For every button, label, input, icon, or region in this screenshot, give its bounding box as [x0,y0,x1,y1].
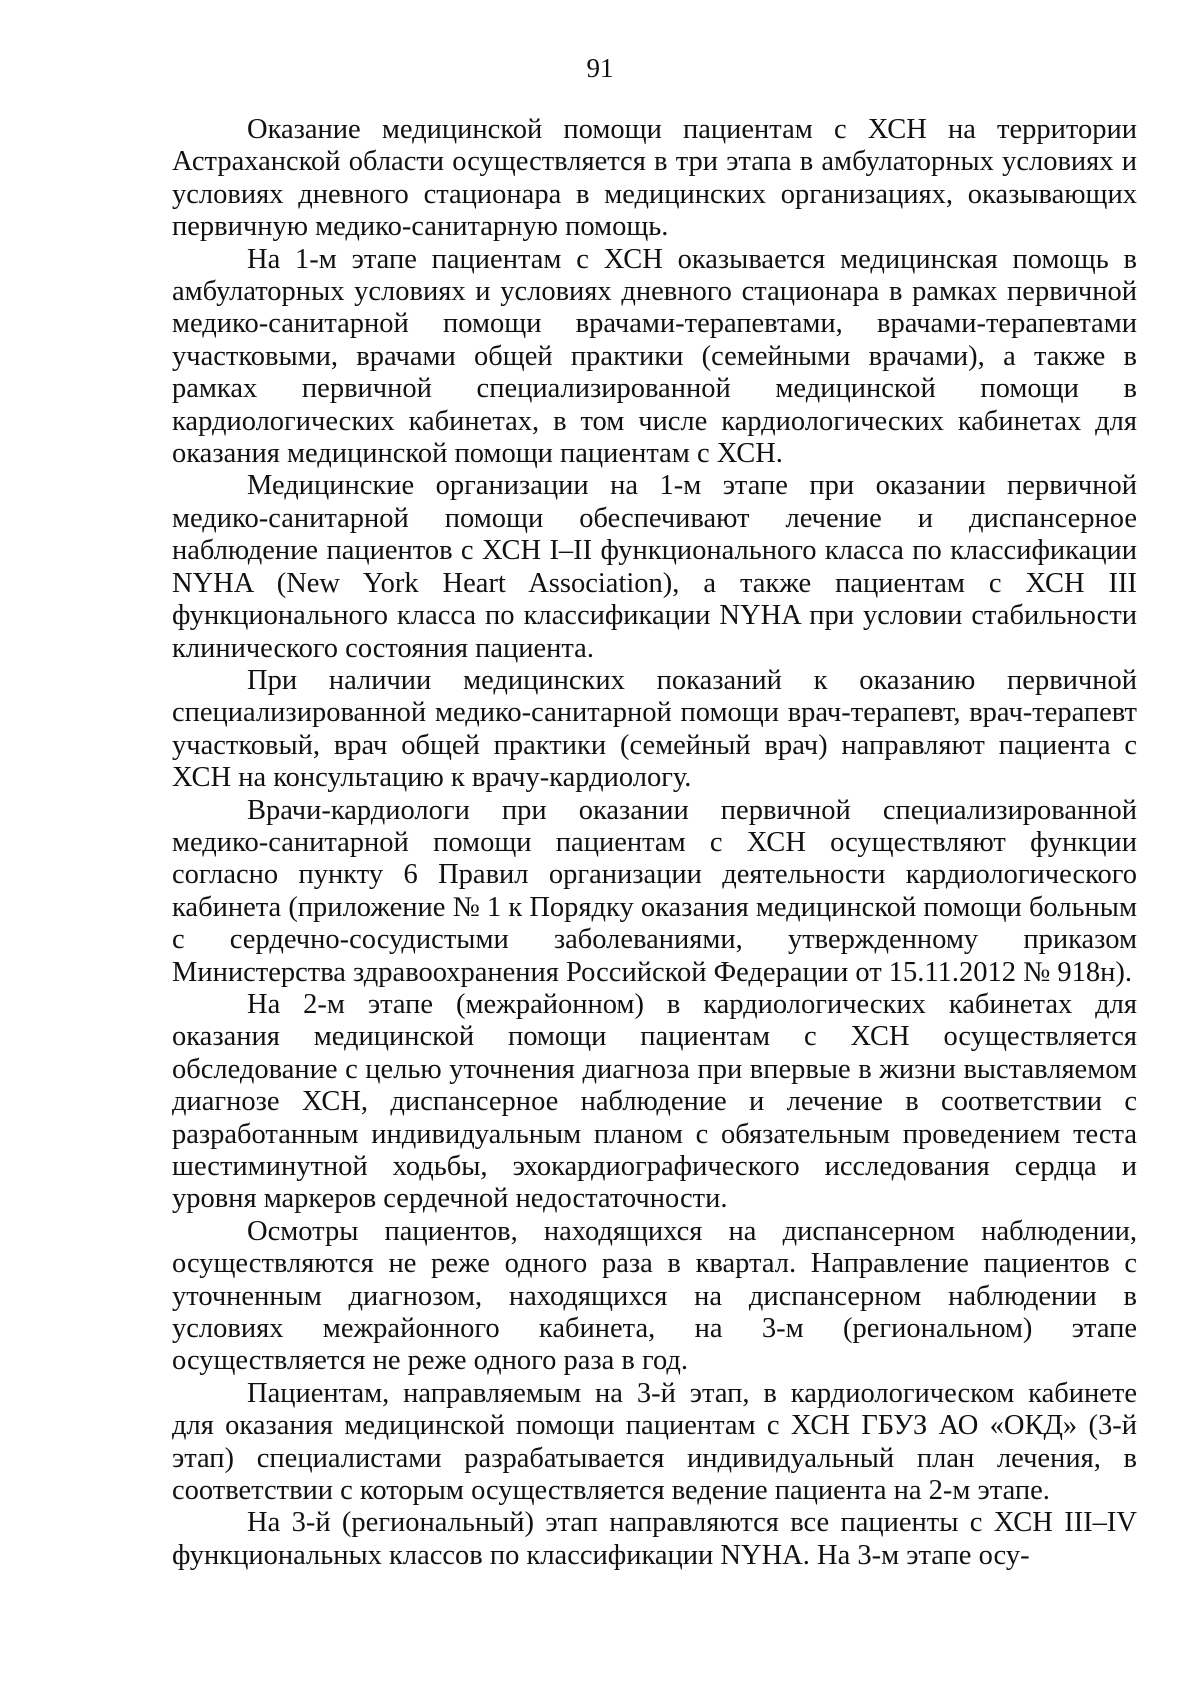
paragraph: На 3-й (региональный) этап направляются все пациенты с ХСН III–IV функциональных классов по классификации NYHA. На 3-м этапе осу- [172,1507,1137,1571]
paragraph: При наличии медицинских показаний к оказанию первичной специализированной медико-санитарной помощи врач-терапевт, врач-терапевт участковый, врач общей практики (семейный врач) направляют пациента с ХСН на консультацию к врачу-кардиологу. [172,664,1137,794]
page-number: 91 [586,53,614,83]
paragraph: Пациентам, направляемым на 3-й этап, в кардиологическом кабинете для оказания медицинской помощи пациентам с ХСН ГБУЗ АО «ОКД» (3-й этап) специалистами разрабатывается индивидуальный план лечения, в соответствии с которым осуществляется ведение пациента на 2-м этапе. [172,1377,1137,1507]
paragraph: Медицинские организации на 1-м этапе при оказании первичной медико-санитарной помощи обеспечивают лечение и диспансерное наблюдение пациентов с ХСН I–II функционального класса по классификации NYHA (New York Heart Association), а также пациентам с ХСН III функционального класса по классификации NYHA при условии стабильности клинического состояния пациента. [172,470,1137,664]
paragraph: Оказание медицинской помощи пациентам с ХСН на территории Астраханской области осуществляется в три этапа в амбулаторных условиях и условиях дневного стационара в медицинских организациях, оказывающих первичную медико-санитарную помощь. [172,114,1137,243]
paragraph: На 2-м этапе (межрайонном) в кардиологических кабинетах для оказания медицинской помощи пациентам с ХСН осуществляется обследование с целью уточнения диагноза при впервые в жизни выставляемом диагнозе ХСН, диспансерное наблюдение и лечение в соответствии с разработанным индивидуальным планом с обязательным проведением теста шестиминутной ходьбы, эхокардиографического исследования сердца и уровня маркеров сердечной недостаточности. [172,988,1137,1215]
paragraph: Врачи-кардиологи при оказании первичной специализированной медико-санитарной помощи пациентам с ХСН осуществляют функции согласно пункту 6 Правил организации деятельности кардиологического кабинета (приложение № 1 к Порядку оказания медицинской помощи больным с сердечно-сосудистыми заболеваниями, утвержденному приказом Министерства здравоохранения Российской Федерации от 15.11.2012 № 918н). [172,794,1137,988]
paragraph: Осмотры пациентов, находящихся на диспансерном наблюдении, осуществляются не реже одного раза в квартал. Направление пациентов с уточненным диагнозом, находящихся на диспансерном наблюдении в условиях межрайонного кабинета, на 3-м (региональном) этапе осуществляется не реже одного раза в год. [172,1215,1137,1377]
paragraph: На 1-м этапе пациентам с ХСН оказывается медицинская помощь в амбулаторных условиях и условиях дневного стационара в рамках первичной медико-санитарной помощи врачами-терапевтами, врачами-терапевтами участковыми, врачами общей практики (семейными врачами), а также в рамках первичной специализированной медицинской помощи в кардиологических кабинетах, в том числе кардиологических кабинетах для оказания медицинской помощи пациентам с ХСН. [172,243,1137,470]
page-body [172,114,1137,1572]
